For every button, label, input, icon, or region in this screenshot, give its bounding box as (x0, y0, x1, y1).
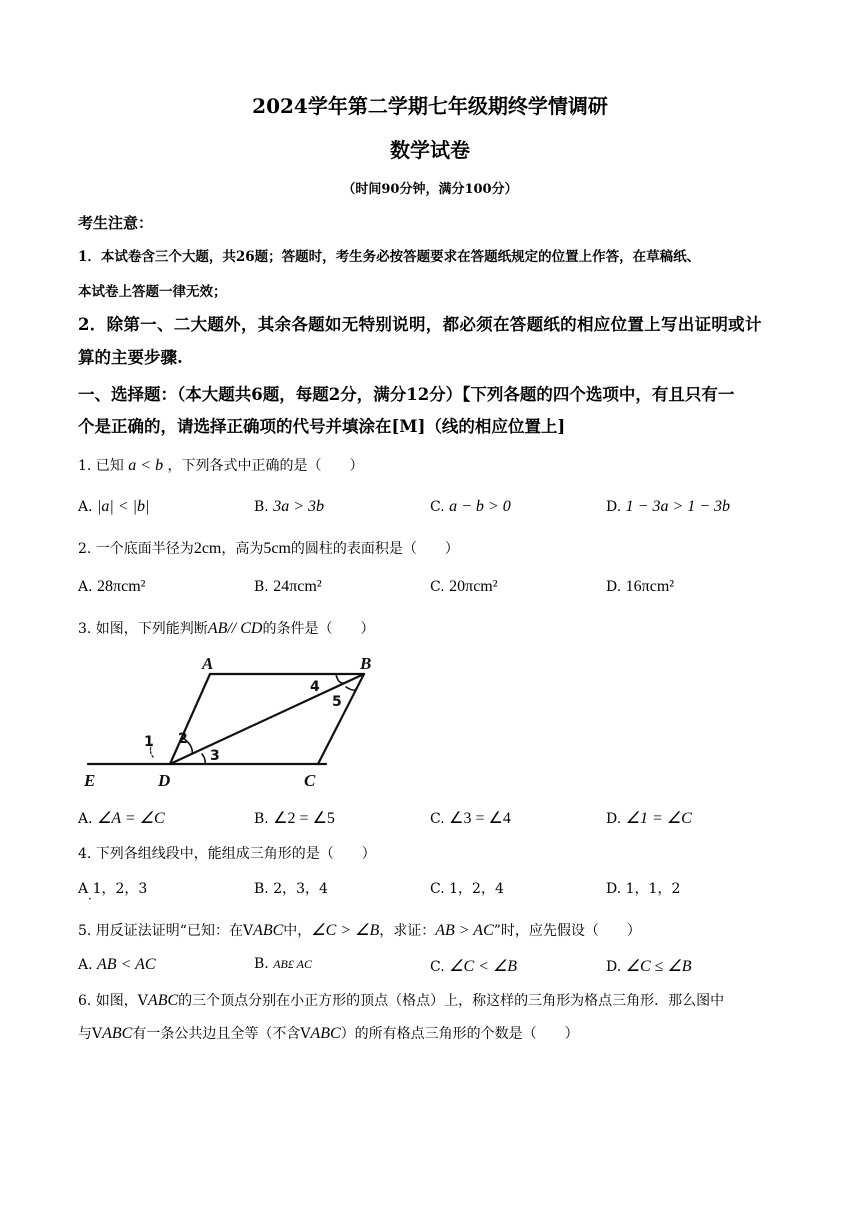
q2-stem-part: 2. 一个底面半径为 (78, 541, 194, 557)
note-item-2: 2．除第一、二大题外，其余各题如无特别说明，都必须在答题纸的相应位置上写出证明或计 (78, 315, 762, 334)
option-text: ∠C < ∠B (449, 958, 518, 975)
exam-time-info: （时间90分钟，满分100分） (342, 182, 518, 197)
q6-stem-part: 与V (78, 1026, 103, 1042)
option-label: B. (254, 956, 269, 972)
option-text: 1，2，4 (449, 881, 504, 897)
label-angle-3: 3 (210, 748, 220, 764)
option-label: B. (254, 499, 269, 515)
q3-option-d[interactable] (606, 808, 692, 828)
question-6-stem-cont (78, 1023, 579, 1043)
q4-option-c[interactable] (430, 878, 504, 898)
note-item-2-cont: 算的主要步骤. (78, 348, 183, 367)
note-item-1: 1．本试卷含三个大题，共26题；答题时，考生务必按答题要求在答题纸规定的位置上作答，在草稿纸、 (78, 249, 701, 265)
q5-stem-math: AB > AC (435, 922, 494, 939)
label-a: A (202, 654, 214, 673)
option-text: 24πcm² (273, 578, 322, 595)
option-text: 1，1，2 (625, 881, 681, 897)
option-label: A (78, 881, 89, 897)
label-c: C (304, 771, 316, 790)
option-text: 1 − 3a > 1 − 3b (625, 498, 731, 515)
label-angle-4: 4 (310, 679, 320, 695)
q5-option-b[interactable] (254, 956, 312, 972)
option-label: C. (430, 579, 445, 595)
option-label: D. (606, 811, 622, 827)
question-1-stem (78, 455, 364, 475)
q6-stem-math: ABC (310, 1025, 341, 1042)
question-5-stem (78, 920, 641, 940)
option-label: A. (78, 957, 93, 973)
option-label: D. (606, 881, 622, 897)
angle-arc-5 (346, 687, 356, 690)
q1-stem-suffix: ，下列各式中正确的是（ ） (167, 458, 364, 474)
option-text: a − b > 0 (449, 498, 511, 515)
option-label: B. (254, 881, 269, 897)
q5-stem-part: 中， (283, 923, 312, 939)
label-angle-5: 5 (332, 694, 342, 710)
option-label: C. (430, 499, 445, 515)
option-label: C. (430, 959, 445, 975)
q3-stem-suffix: 的条件是（ ） (262, 621, 375, 637)
option-text: 20πcm² (449, 578, 498, 595)
q6-stem-part: 6. 如图，V (78, 993, 148, 1009)
q2-stem-part: 的圆柱的表面积是（ ） (290, 541, 459, 557)
question-3-stem (78, 618, 374, 638)
option-text: 28πcm² (97, 578, 146, 595)
q4-option-b[interactable] (254, 878, 328, 898)
question-2-stem (78, 538, 459, 558)
question-4-stem: 4. 下列各组线段中，能组成三角形的是（ ） (78, 846, 376, 862)
q5-option-c[interactable] (430, 956, 517, 976)
segment-bc (318, 674, 364, 764)
q3-geometry-figure (78, 648, 398, 798)
exam-title: 2024学年第二学期七年级期终学情调研 (252, 94, 608, 118)
q6-stem-math: ABC (147, 992, 179, 1009)
option-text: 1，2，3 (92, 881, 148, 897)
option-label: B. (254, 811, 269, 827)
option-text: |a| < |b| (97, 498, 150, 515)
q6-stem-part: ）的所有格点三角形的个数是（ ） (340, 1026, 579, 1042)
label-b: B (360, 654, 372, 673)
section-heading: 一、选择题：（本大题共6题，每题2分，满分12分）【下列各题的四个选项中，有且只有一 (78, 385, 735, 404)
q3-option-c[interactable] (430, 808, 511, 828)
q1-stem-prefix: 1. 已知 (78, 458, 124, 474)
option-label: D. (606, 579, 622, 595)
q2-option-b[interactable] (254, 578, 322, 596)
q5-option-a[interactable] (78, 956, 156, 974)
exam-subtitle: 数学试卷 (390, 138, 470, 162)
option-label: D. (606, 499, 622, 515)
option-text: AB < AC (97, 956, 156, 973)
q5-stem-part: ，求证： (379, 923, 436, 939)
option-text: 16πcm² (625, 578, 675, 595)
q2-stem-math: 5cm (263, 540, 291, 557)
q2-option-a[interactable] (78, 578, 145, 596)
q1-stem-math: a < b (128, 457, 164, 474)
q5-stem-part: ”时，应先假设（ ） (493, 923, 641, 939)
option-label: A. (78, 811, 93, 827)
q2-stem-math: 2cm (193, 540, 222, 557)
option-label: A. (78, 499, 93, 515)
option-text: ∠1 = ∠C (625, 810, 692, 827)
option-text: ∠C ≤ ∠B (625, 958, 692, 975)
segment-ad (170, 674, 210, 764)
q6-stem-math: ABC (102, 1025, 133, 1042)
label-e: E (84, 771, 96, 790)
option-label: C. (430, 811, 445, 827)
label-angle-1: 1 (144, 734, 154, 750)
option-text: ∠3 = ∠4 (449, 810, 511, 827)
label-d: D (158, 771, 171, 790)
q2-stem-part: ，高为 (221, 541, 264, 557)
q1-option-b[interactable] (254, 498, 324, 516)
q2-option-c[interactable] (430, 578, 498, 596)
q5-stem-part: 5. 用反证法证明“已知：在V (78, 923, 254, 939)
segment-bd (170, 674, 364, 764)
section-heading-cont: 个是正确的，请选择正确项的代号并填涂在[M]（线的相应位置上] (78, 417, 566, 436)
notes-heading: 考生注意： (78, 214, 154, 232)
option-label: C. (430, 881, 445, 897)
option-label: A. (78, 579, 93, 595)
label-angle-2: 2 (178, 731, 188, 747)
q3-option-b[interactable] (254, 808, 335, 828)
q1-option-c[interactable] (430, 498, 511, 516)
q4-option-d[interactable] (606, 878, 680, 898)
option-label: D. (606, 959, 622, 975)
option-text: 2，3，4 (273, 881, 328, 897)
angle-arc-4 (336, 674, 344, 683)
q5-stem-math: ∠C > ∠B (311, 922, 380, 939)
q1-option-a[interactable] (78, 498, 149, 516)
option-text: 3a > 3b (273, 498, 324, 515)
option-text: AB£ AC (273, 957, 312, 971)
q6-stem-part: 的三个顶点分别在小正方形的顶点（格点）上，称这样的三角形为格点三角形．那么图中 (178, 993, 725, 1009)
q3-stem-prefix: 3. 如图，下列能判断 (78, 621, 208, 637)
q3-stem-math: AB// CD (207, 620, 263, 637)
q6-stem-part: 有一条公共边且全等（不含V (132, 1026, 311, 1042)
q5-option-d[interactable] (606, 956, 692, 976)
q2-option-d[interactable] (606, 578, 674, 596)
option-text: ∠2 = ∠5 (273, 810, 335, 827)
angle-arc-3 (202, 754, 205, 764)
stray-dot: · (88, 892, 92, 906)
option-text: ∠A = ∠C (97, 810, 165, 827)
question-6-stem (78, 990, 724, 1010)
q3-option-a[interactable] (78, 808, 165, 828)
option-label: B. (254, 579, 269, 595)
note-item-1-cont: 本试卷上答题一律无效； (78, 284, 227, 300)
q1-option-d[interactable] (606, 498, 730, 516)
q5-stem-math: ABC (253, 922, 284, 939)
